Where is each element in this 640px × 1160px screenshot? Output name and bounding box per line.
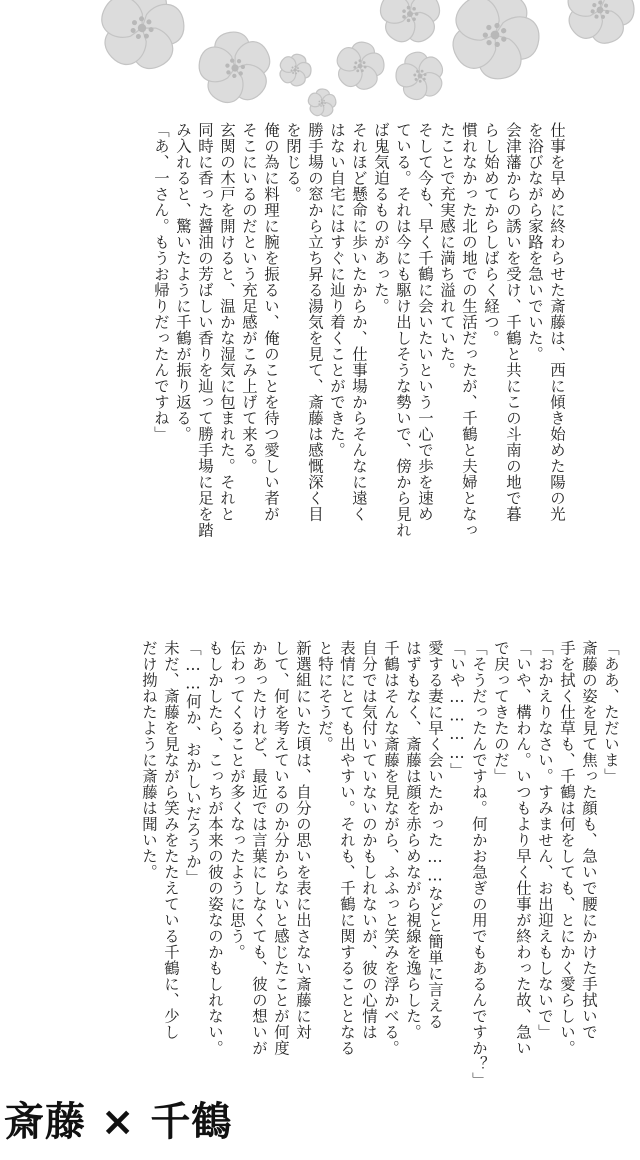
sakura-blossom-icon <box>431 0 558 99</box>
story-text-bottom <box>62 640 622 1088</box>
sakura-blossom-icon <box>377 0 443 47</box>
story-line: だけ拗ねたように斎藤は聞いた。 <box>140 640 158 880</box>
story-line: はずもなく、斎藤は顔を赤らめながら視線を逸らした。 <box>404 640 422 1040</box>
story-line: そして今も、早く千鶴に会いたいという一心で歩を速め <box>416 122 434 522</box>
story-line: そこにいるのだという充足感がこみ上げて来る。 <box>240 122 258 474</box>
story-line: かあったけれど、最近では言葉にしなくても、彼の想いが <box>250 640 268 1056</box>
story-line: 会津藩からの誘いを受け、千鶴と共にこの斗南の地で暮 <box>504 122 522 522</box>
story-line: ている。それは今にも駆け出しそうな勢いで、傍から見れ <box>394 122 412 538</box>
story-line: らし始めてからしばらく経つ。 <box>482 122 500 346</box>
story-line: 俺の為に料理に腕を振るい、俺のことを待つ愛しい者が <box>262 122 280 522</box>
story-line: を浴びながら家路を急いでいた。 <box>526 122 544 362</box>
story-line: 手を拭く仕草も、千鶴は何をしても、とにかく愛らしい。 <box>558 640 576 1056</box>
story-line: 勝手場の窓から立ち昇る湯気を見て、斎藤は感慨深く目 <box>306 122 324 522</box>
story-line: 伝わってくることが多くなったように思う。 <box>228 640 246 960</box>
story-line: 斎藤の姿を見て焦った顔も、急いで腰にかけた手拭いで <box>580 640 598 1040</box>
sakura-blossom-icon <box>305 88 338 120</box>
story-line: して、何を考えているのか分からないと感じたことが何度 <box>272 640 290 1056</box>
sakura-blossom-icon <box>191 27 280 113</box>
story-line: 愛する妻に早く会いたかった……などと簡単に言える <box>426 640 444 1030</box>
sakura-blossom-icon <box>272 49 317 93</box>
story-line: を閉じる。 <box>284 122 302 202</box>
story-line: 千鶴はそんな斎藤を見ながら、ふふっと笑みを浮かべる。 <box>382 640 400 1056</box>
story-line: それほど懸命に歩いたからか、仕事場からそんなに遠く <box>350 122 368 522</box>
story-line: み入れると、驚いたように千鶴が振り返る。 <box>174 122 192 442</box>
story-line: たことで充実感に満ち溢れていた。 <box>438 122 456 378</box>
story-line: 「あ、一さん。もうお帰りだったんですね」 <box>152 122 170 442</box>
story-text-top <box>48 122 568 577</box>
story-line: 慣れなかった北の地での生活だったが、千鶴と夫婦となっ <box>460 122 478 538</box>
story-line: 「おかえりなさい。すみません、お出迎えもしないで」 <box>536 640 554 1040</box>
sakura-blossom-icon <box>89 0 195 81</box>
story-line: もしかしたら、こっちが本来の彼の姿なのかもしれない。 <box>206 640 224 1056</box>
sakura-blossom-icon <box>329 37 391 97</box>
sakura-decoration <box>0 0 640 130</box>
story-line: 自分では気付いていないのかもしれないが、彼の心情は <box>360 640 378 1040</box>
story-title: 斎藤 × 千鶴 <box>4 1099 233 1145</box>
story-line: 「ああ、ただいま」 <box>602 640 620 784</box>
story-line: 表情にとても出やすい。それも、千鶴に関することとなる <box>338 640 356 1056</box>
sakura-blossom-icon <box>388 46 452 108</box>
story-line: 玄関の木戸を開けると、温かな湿気に包まれた。それと <box>218 122 236 522</box>
story-line: 「いや…………」 <box>448 640 466 779</box>
story-line: と特にそうだ。 <box>316 640 334 752</box>
story-line: ば鬼気迫るものがあった。 <box>372 122 390 314</box>
story-line: 「……何か、おかしいだろうか」 <box>184 640 202 886</box>
story-line: 「そうだったんですね。何かお急ぎの用でもあるんですか？」 <box>470 640 488 1088</box>
sakura-blossom-icon <box>554 0 640 56</box>
story-line: 同時に香った醤油の芳ばしい香りを辿って勝手場に足を踏 <box>196 122 214 538</box>
story-line: 新選組にいた頃は、自分の思いを表に出さない斎藤に対 <box>294 640 312 1040</box>
story-line: はない自宅にはすぐに辿り着くことができた。 <box>328 122 346 458</box>
story-line: 「いや、構わん。いつもより早く仕事が終わった故、急い <box>514 640 532 1056</box>
story-line: で戻ってきたのだ」 <box>492 640 510 784</box>
story-line: 未だ、斎藤を見ながら笑みをたたえている千鶴に、少し <box>162 640 180 1040</box>
story-line: 仕事を早めに終わらせた斎藤は、西に傾き始めた陽の光 <box>548 122 566 522</box>
